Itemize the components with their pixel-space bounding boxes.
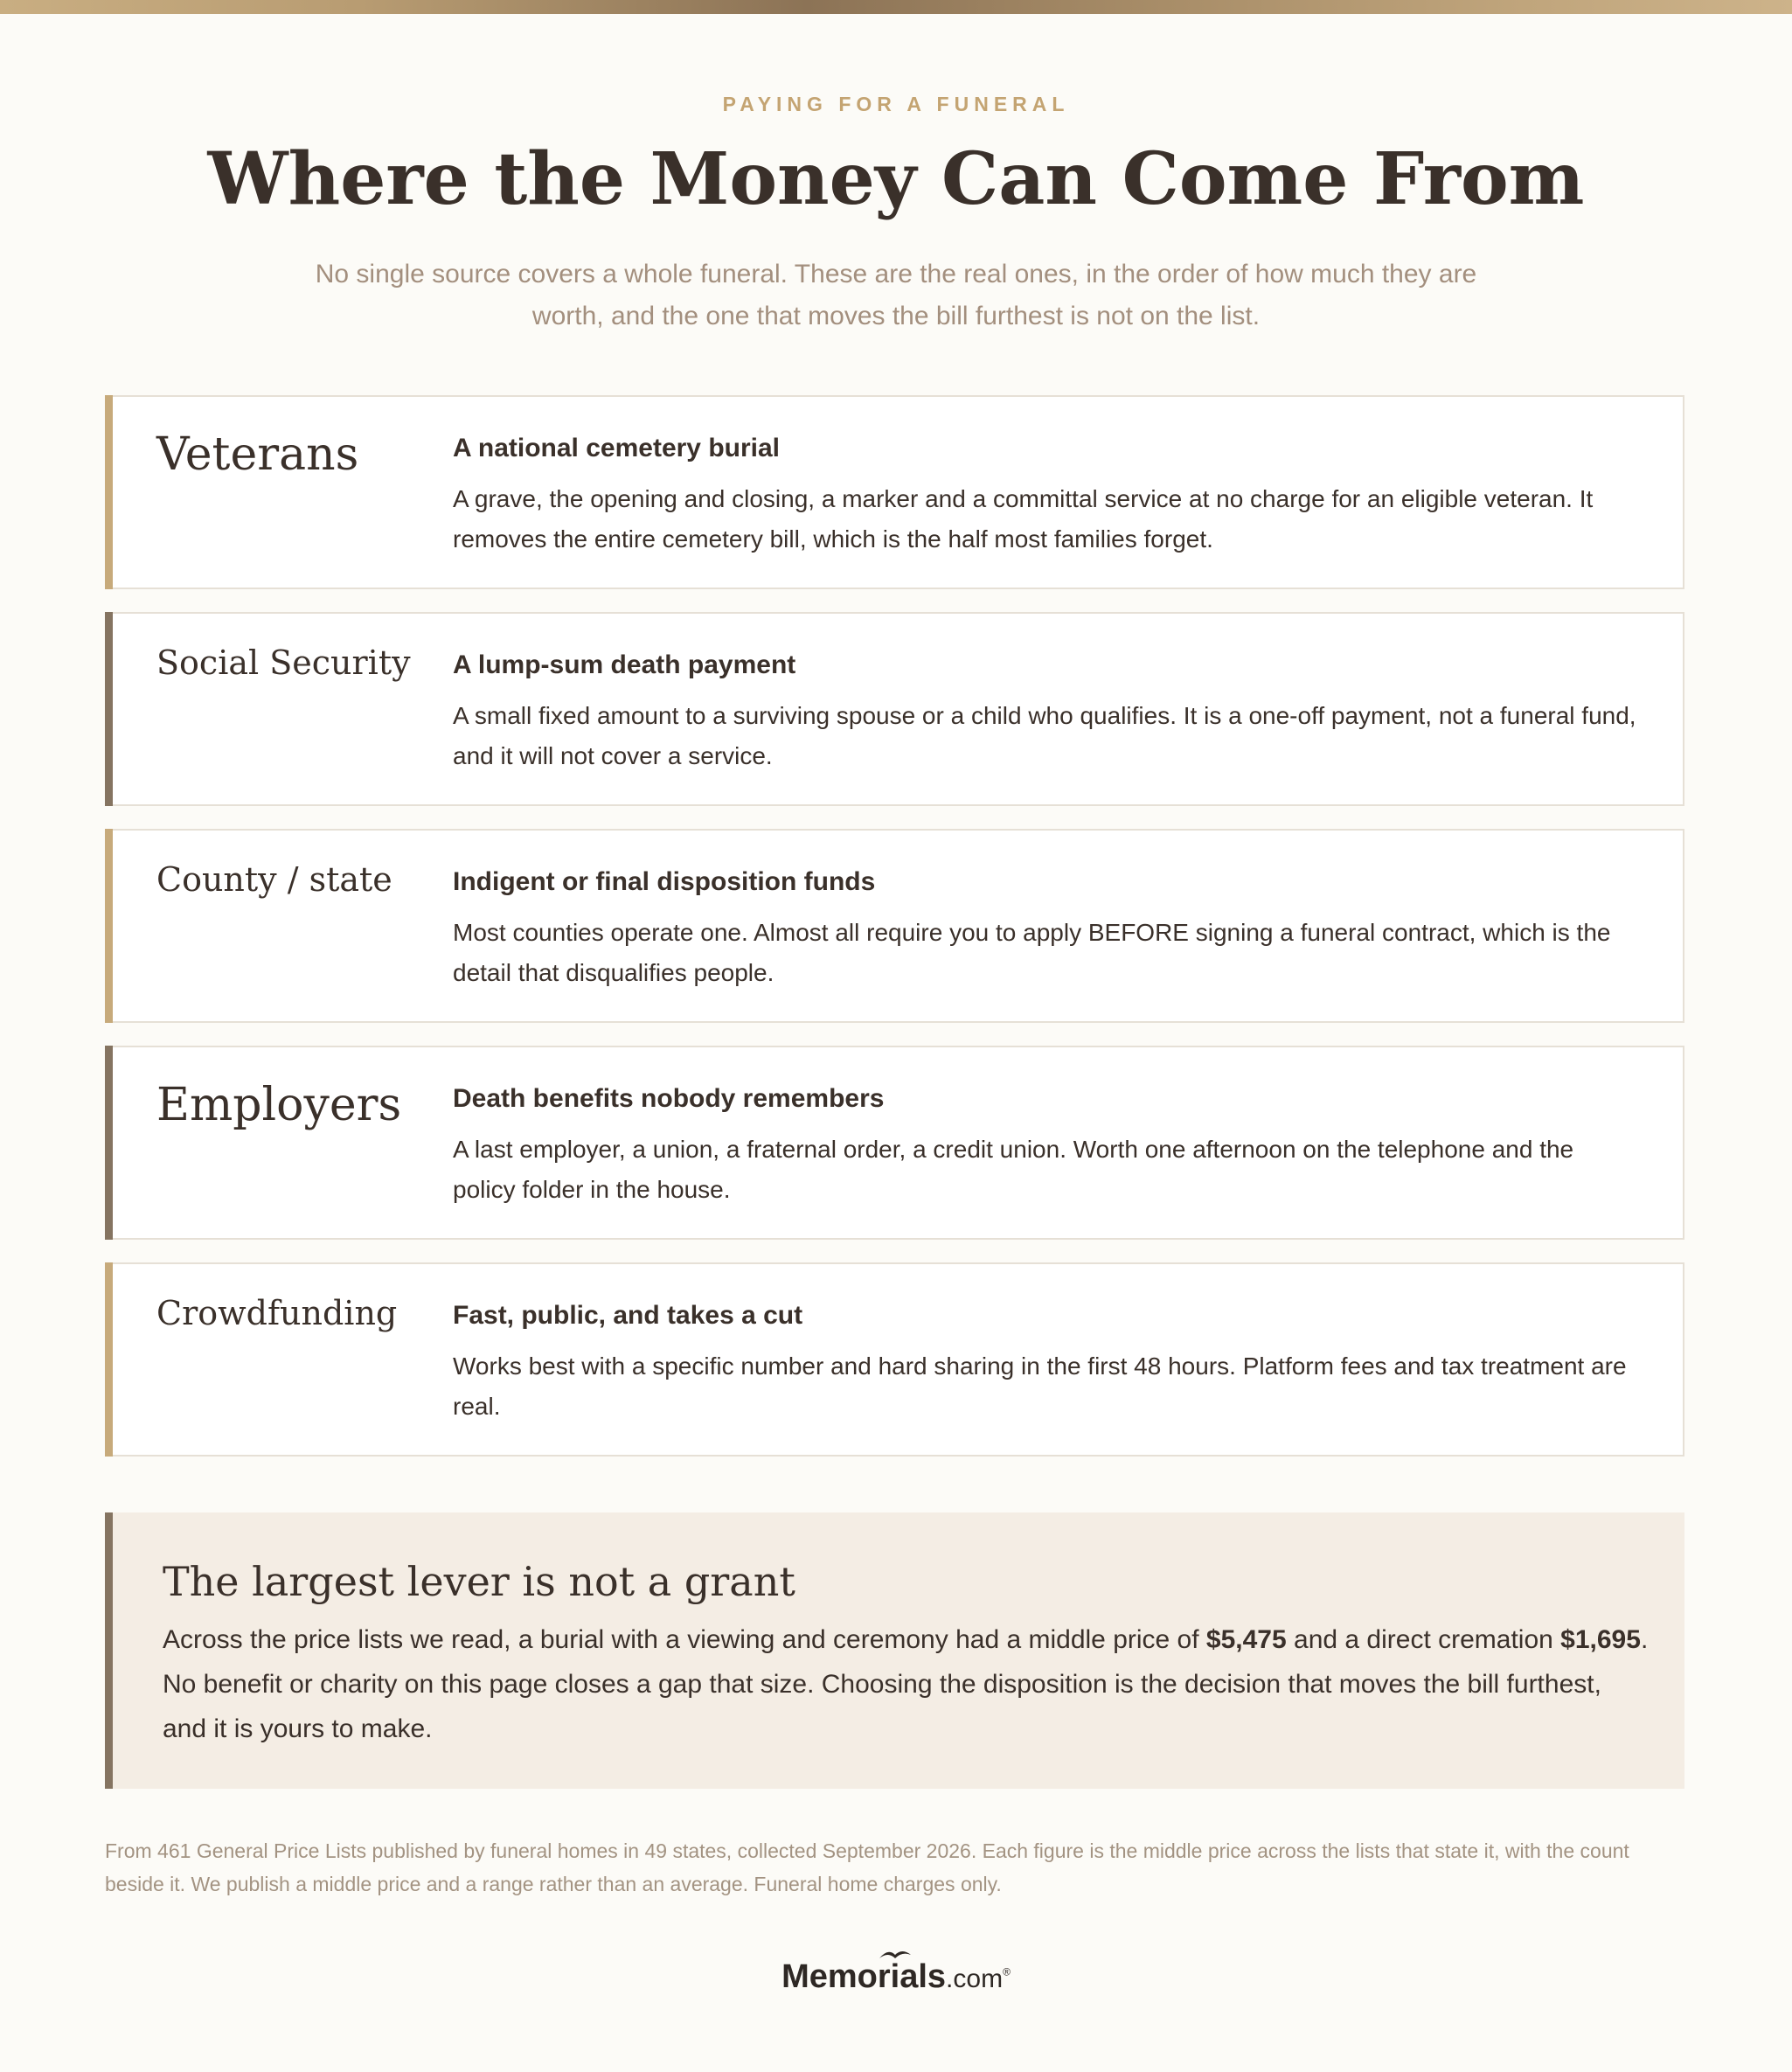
top-accent-bar <box>0 0 1792 14</box>
source-heading: Death benefits nobody remembers <box>453 1084 885 1113</box>
source-heading: Fast, public, and takes a cut <box>453 1301 803 1330</box>
callout-text: . No benefit or charity on this page closes a gap that size. Choosing the disposition is the decision that moves the bill furthest, and it is yours to make. <box>163 1625 1649 1743</box>
callout-text: and a direct cremation <box>1286 1625 1561 1654</box>
source-label: Crowdfunding <box>156 1294 398 1332</box>
callout-accent-bar <box>105 1512 113 1789</box>
source-footnote: From 461 General Price Lists published by funeral homes in 49 states, collected September 2026. Each figure is the middle price across the lists that state it, with the count beside it. We publish a middle price and a range rather than an average. Funeral home charges only. <box>105 1839 1629 1895</box>
logo-mark-letter: i <box>890 1958 900 1995</box>
key-insight-callout <box>105 1512 1684 1789</box>
source-card-county-state <box>105 829 1684 1023</box>
page-subtitle: No single source covers a whole funeral. These are the real ones, in the order of how much they are worth, and the one that moves the bill furthest is not on the list. <box>315 260 1477 330</box>
burial-price: $5,475 <box>1205 1625 1287 1654</box>
registered-mark: ® <box>1003 1965 1011 1978</box>
source-label: Employers <box>156 1079 402 1131</box>
callout-title: The largest lever is not a grant <box>163 1558 795 1605</box>
source-description: A small fixed amount to a surviving spouse or a child who qualifies. It is a one-off payment, not a funeral fund, and it will not cover a service. <box>453 702 1636 769</box>
callout-body <box>163 1617 1649 1751</box>
card-accent-bar <box>105 395 113 589</box>
card-accent-bar <box>105 829 113 1023</box>
source-description: A last employer, a union, a fraternal order, a credit union. Worth one afternoon on the telephone and the policy folder in the house. <box>453 1136 1574 1203</box>
source-description: Works best with a specific number and hard sharing in the first 48 hours. Platform fees and tax treatment are real. <box>453 1352 1627 1420</box>
source-label: Social Security <box>156 643 411 682</box>
cremation-price: $1,695 <box>1560 1625 1641 1654</box>
eyebrow-label: PAYING FOR A FUNERAL <box>722 93 1070 115</box>
source-label: County / state <box>156 860 392 899</box>
source-card-employers <box>105 1046 1684 1240</box>
bird-icon <box>878 1946 913 1962</box>
logo-brand-part2: als <box>899 1958 947 1995</box>
logo-brand-part1: Memor <box>781 1958 891 1995</box>
source-description: A grave, the opening and closing, a marker and a committal service at no charge for an eligible veteran. It removes the entire cemetery bill, which is the half most families forget. <box>453 485 1594 553</box>
logo-tld: .com <box>946 1964 1004 1993</box>
page-title: Where the Money Can Come From <box>207 137 1585 221</box>
memorials-logo[interactable] <box>0 1958 1792 1996</box>
source-label: Veterans <box>156 428 359 481</box>
callout-text: Across the price lists we read, a burial with a viewing and ceremony had a middle price of <box>163 1625 1206 1654</box>
source-heading: Indigent or final disposition funds <box>453 867 876 896</box>
source-card-social-security <box>105 612 1684 806</box>
card-accent-bar <box>105 612 113 806</box>
source-description: Most counties operate one. Almost all require you to apply BEFORE signing a funeral contract, which is the detail that disqualifies people. <box>453 919 1611 986</box>
source-card-veterans <box>105 395 1684 589</box>
source-heading: A national cemetery burial <box>453 434 781 462</box>
card-accent-bar <box>105 1262 113 1457</box>
source-heading: A lump-sum death payment <box>453 650 796 679</box>
card-accent-bar <box>105 1046 113 1240</box>
source-card-crowdfunding <box>105 1262 1684 1457</box>
logo-bird-mark <box>891 1958 900 1996</box>
